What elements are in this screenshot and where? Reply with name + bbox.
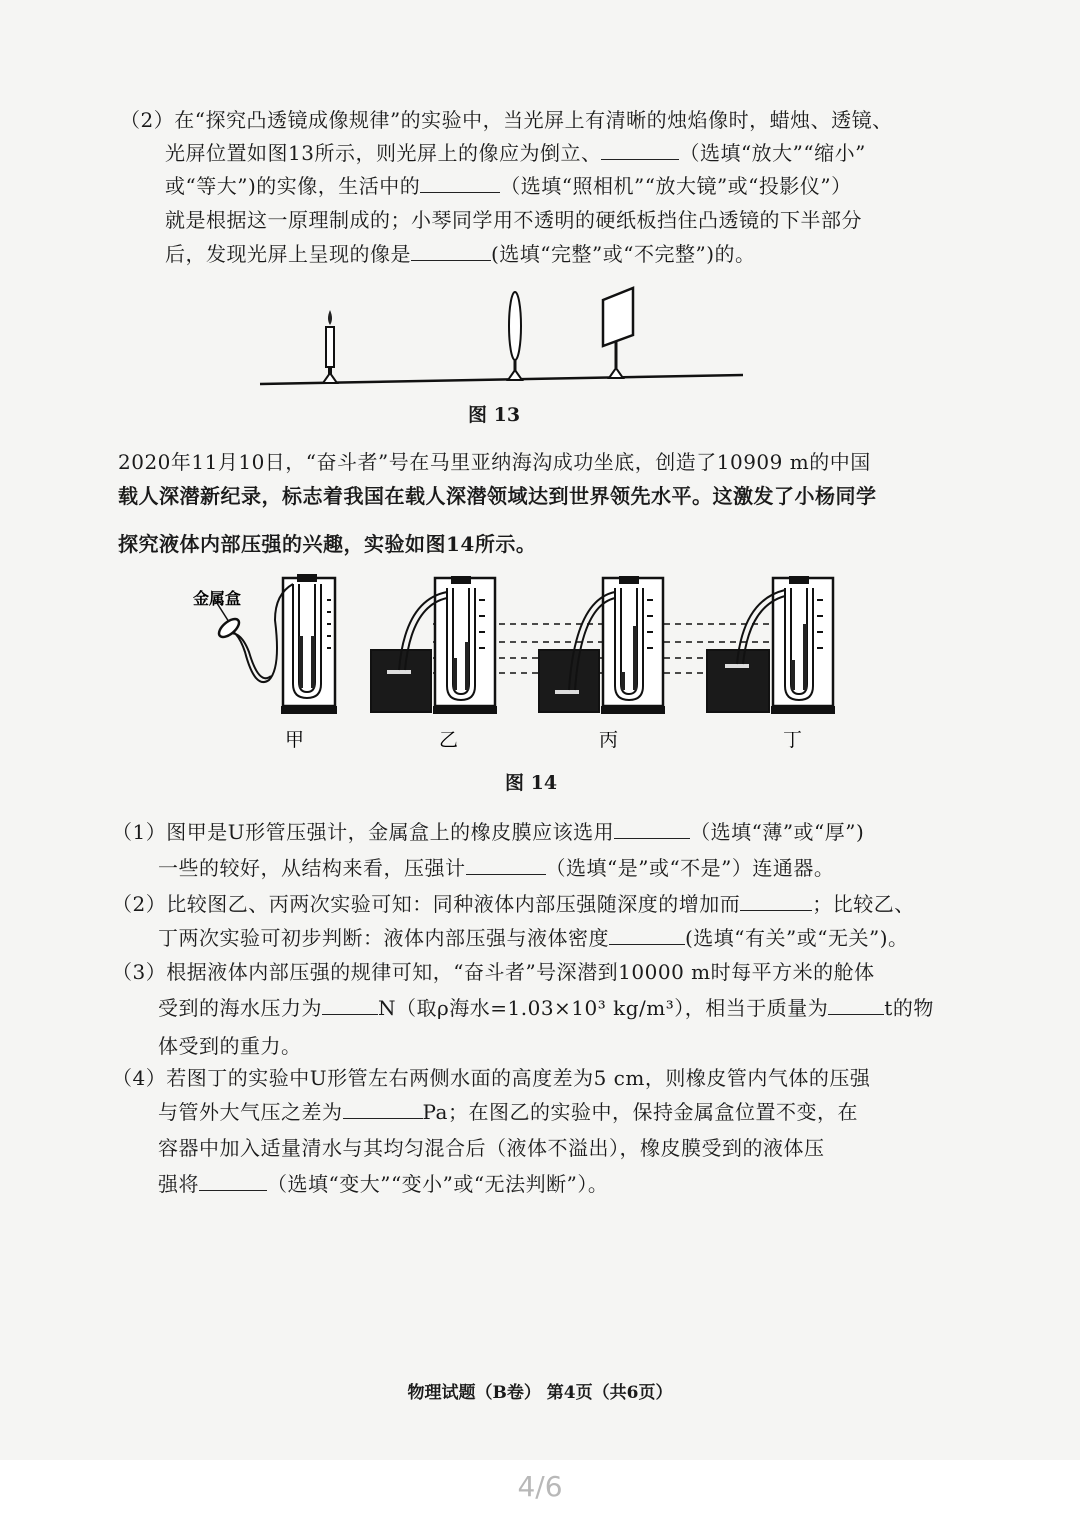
q4-line-4-text-b: （选填“变大”“变小”或“无法判断”）。	[267, 1172, 609, 1196]
light-screen	[603, 288, 633, 378]
q13-line-2-text-b: （选填“放大”“缩小”	[679, 141, 866, 165]
q2-line-2	[158, 922, 909, 951]
q1-line-1-text-b: （选填“薄”或“厚”)	[690, 820, 865, 844]
q1-line-2-text-b: （选填“是”或“不是”）连通器。	[545, 856, 835, 880]
q4-line-4-text-a: 强将	[158, 1172, 199, 1196]
q2-line-2-text-a: 丁两次实验可初步判断：液体内部压强与液体密度	[158, 926, 609, 950]
q13-line-5-text-b: (选填“完整”或“不完整”)的。	[491, 242, 756, 266]
q3-line-3: 体受到的重力。	[158, 1034, 302, 1058]
answer-blank[interactable]	[322, 996, 378, 1015]
convex-lens	[508, 292, 522, 380]
q13-line-2-text-a: 光屏位置如图13所示，则光屏上的像应为倒立、	[165, 141, 602, 165]
page-indicator: 4/6	[517, 1470, 563, 1503]
answer-blank[interactable]	[420, 174, 500, 193]
gauge-bing	[539, 576, 665, 714]
figure-14-caption: 图 14	[505, 772, 558, 794]
page-footer: 物理试题（B卷） 第4页（共6页）	[407, 1383, 673, 1403]
gauge-ding	[707, 576, 835, 714]
intro-line-1: 2020年11月10日，“奋斗者”号在马里亚纳海沟成功坐底，创造了10909 m的中国	[118, 450, 871, 474]
q3-line-2-text-c: t的物	[884, 996, 934, 1020]
q1-line-1	[112, 816, 864, 845]
q4-line-3: 容器中加入适量清水与其均匀混合后（液体不溢出），橡皮膜受到的液体压	[158, 1136, 825, 1160]
answer-blank[interactable]	[609, 926, 685, 945]
answer-blank[interactable]	[828, 996, 884, 1015]
answer-blank[interactable]	[411, 242, 491, 261]
q3-line-2	[158, 992, 934, 1021]
figure-13	[255, 280, 755, 395]
candle	[323, 310, 337, 383]
q4-line-1: （4）若图丁的实验中U形管左右两侧水面的高度差为5 cm，则橡皮管内气体的压强	[112, 1066, 871, 1090]
q1-line-2	[158, 852, 834, 881]
label-ding: 丁	[783, 729, 803, 751]
answer-blank[interactable]	[466, 856, 546, 875]
q13-line-3-text-a: 或“等大”)的实像，生活中的	[165, 174, 421, 198]
intro-line-3: 探究液体内部压强的兴趣，实验如图14所示。	[118, 532, 537, 556]
q13-line-2	[165, 137, 866, 166]
q13-line-5-text-a: 后，发现光屏上呈现的像是	[165, 242, 411, 266]
label-yi: 乙	[439, 729, 459, 751]
intro-line-2: 载人深潜新纪录，标志着我国在载人深潜领域达到世界领先水平。这激发了小杨同学	[118, 484, 877, 508]
q1-line-1-text-a: （1）图甲是U形管压强计，金属盒上的橡皮膜应该选用	[112, 820, 615, 844]
q13-line-1: （2）在“探究凸透镜成像规律”的实验中，当光屏上有清晰的烛焰像时，蜡烛、透镜、	[120, 108, 893, 132]
q13-line-5	[165, 238, 756, 267]
q2-line-1-text-b: ；比较乙、	[812, 892, 915, 916]
q3-line-2-text-a: 受到的海水压力为	[158, 996, 322, 1020]
q4-line-2-text-a: 与管外大气压之差为	[158, 1100, 343, 1124]
figure-14	[185, 560, 885, 760]
figure-13-caption: 图 13	[468, 404, 521, 426]
q13-line-3-text-b: （选填“照相机”“放大镜”或“投影仪”）	[500, 174, 852, 198]
q2-line-1-text-a: （2）比较图乙、丙两次实验可知：同种液体内部压强随深度的增加而	[112, 892, 741, 916]
q4-line-2	[158, 1096, 858, 1125]
q13-line-4: 就是根据这一原理制成的；小琴同学用不透明的硬纸板挡住凸透镜的下半部分	[165, 208, 862, 232]
q13-line-3	[165, 170, 852, 199]
answer-blank[interactable]	[614, 820, 690, 839]
answer-blank[interactable]	[740, 892, 812, 911]
answer-blank[interactable]	[343, 1100, 423, 1119]
q1-line-2-text-a: 一些的较好，从结构来看，压强计	[158, 856, 466, 880]
gauge-yi	[371, 576, 497, 714]
q3-line-1: （3）根据液体内部压强的规律可知，“奋斗者”号深潜到10000 m时每平方米的舱体	[112, 960, 875, 984]
answer-blank[interactable]	[601, 141, 679, 160]
q2-line-2-text-b: (选填“有关”或“无关”)。	[685, 926, 909, 950]
q4-line-4	[158, 1168, 608, 1197]
label-bing: 丙	[599, 729, 619, 751]
q4-line-2-text-b: Pa；在图乙的实验中，保持金属盒位置不变，在	[422, 1100, 858, 1124]
q3-line-2-text-b: N（取ρ海水=1.03×10³ kg/m³），相当于质量为	[378, 996, 829, 1020]
q2-line-1	[112, 888, 915, 917]
label-jia: 甲	[285, 729, 305, 751]
metal-box-label: 金属盒	[193, 589, 242, 608]
answer-blank[interactable]	[199, 1172, 267, 1191]
